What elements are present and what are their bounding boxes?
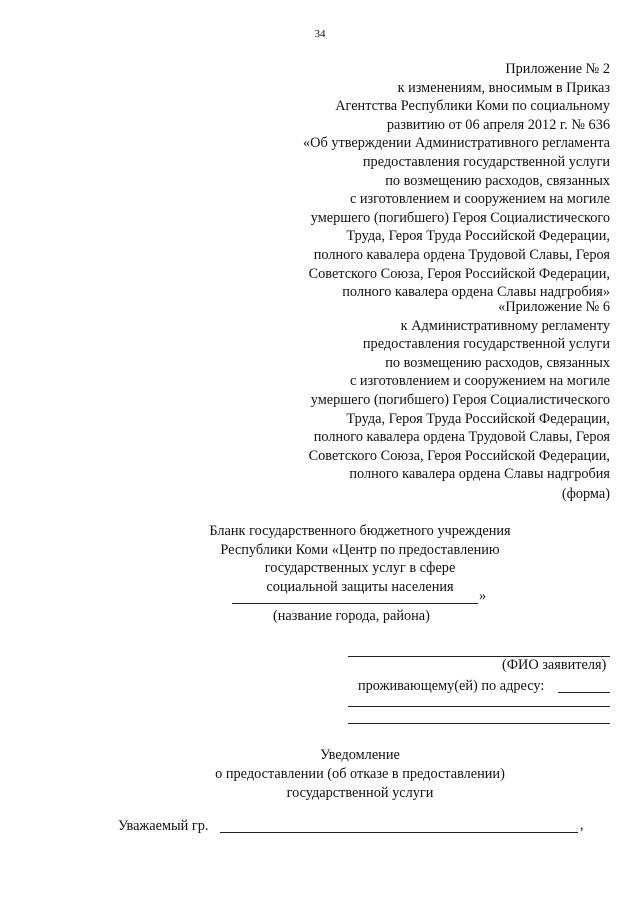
notice-title xyxy=(0,746,640,803)
appendix-2-line: Приложение № 2 xyxy=(505,61,610,77)
notice-title-line: Уведомление xyxy=(320,747,400,763)
notice-title-line: государственной услуги xyxy=(286,785,434,801)
appendix-2-line: к изменениям, вносимым в Приказ xyxy=(397,79,610,96)
appendix-6-line: Труда, Героя Труда Российской Федерации, xyxy=(346,410,610,427)
address-line-3[interactable] xyxy=(348,723,610,724)
notice-title-line: о предоставлении (об отказе в предоставлении) xyxy=(215,766,505,782)
appendix-2-header xyxy=(303,60,610,302)
applicant-fio-caption: (ФИО заявителя) xyxy=(502,657,607,673)
appendix-6-line: умершего (погибшего) Героя Социалистического xyxy=(310,391,610,408)
greeting-comma: , xyxy=(580,817,584,833)
appendix-6-line: к Административному регламенту xyxy=(400,317,610,334)
form-label: (форма) xyxy=(561,486,610,502)
letterhead-line: Республики Коми «Центр по предоставлению xyxy=(220,541,500,558)
page-number: 34 xyxy=(314,28,326,40)
appendix-6-line: Советского Союза, Героя Российской Федерации, xyxy=(308,447,610,464)
city-blank-line[interactable] xyxy=(232,603,478,604)
appendix-2-line: полного кавалера ордена Трудовой Славы, Героя xyxy=(313,246,610,263)
institution-letterhead xyxy=(0,522,640,596)
address-line-2[interactable] xyxy=(348,706,610,707)
letterhead-line: социальной защиты населения xyxy=(266,578,454,595)
appendix-2-line: Труда, Героя Труда Российской Федерации, xyxy=(346,228,610,245)
appendix-2-line: «Об утверждении Административного регламента xyxy=(303,135,610,152)
letterhead-line: государственных услуг в сфере xyxy=(264,560,456,576)
appendix-2-line: с изготовлением и сооружением на могиле xyxy=(349,191,610,208)
appendix-2-line: предоставления государственной услуги xyxy=(362,153,610,170)
appendix-2-line: Советского Союза, Героя Российской Федерации, xyxy=(308,265,610,282)
closing-quote: » xyxy=(479,588,487,604)
address-line-1[interactable] xyxy=(558,692,610,693)
greeting-label: Уважаемый гр. xyxy=(118,818,209,834)
greeting-name-line[interactable] xyxy=(220,832,578,833)
letterhead-line: Бланк государственного бюджетного учреждения xyxy=(209,523,511,539)
appendix-2-line: по возмещению расходов, связанных xyxy=(385,172,610,189)
address-label: проживающему(ей) по адресу: xyxy=(358,678,545,694)
appendix-2-line: полного кавалера ордена Славы надгробия» xyxy=(342,284,610,301)
appendix-6-line: предоставления государственной услуги xyxy=(362,336,610,353)
appendix-6-line: «Приложение № 6 xyxy=(498,299,610,315)
appendix-2-line: развитию от 06 апреля 2012 г. № 636 xyxy=(386,116,610,133)
appendix-6-header xyxy=(309,298,610,484)
appendix-6-line: с изготовлением и сооружением на могиле xyxy=(349,373,610,390)
appendix-2-line: Агентства Республики Коми по социальному xyxy=(335,98,610,115)
appendix-6-line: полного кавалера ордена Трудовой Славы, Героя xyxy=(313,429,610,446)
appendix-2-line: умершего (погибшего) Героя Социалистического xyxy=(310,209,610,226)
appendix-6-line: по возмещению расходов, связанных xyxy=(385,354,610,371)
city-caption: (название города, района) xyxy=(273,608,430,624)
appendix-6-line: полного кавалера ордена Славы надгробия xyxy=(349,466,610,483)
